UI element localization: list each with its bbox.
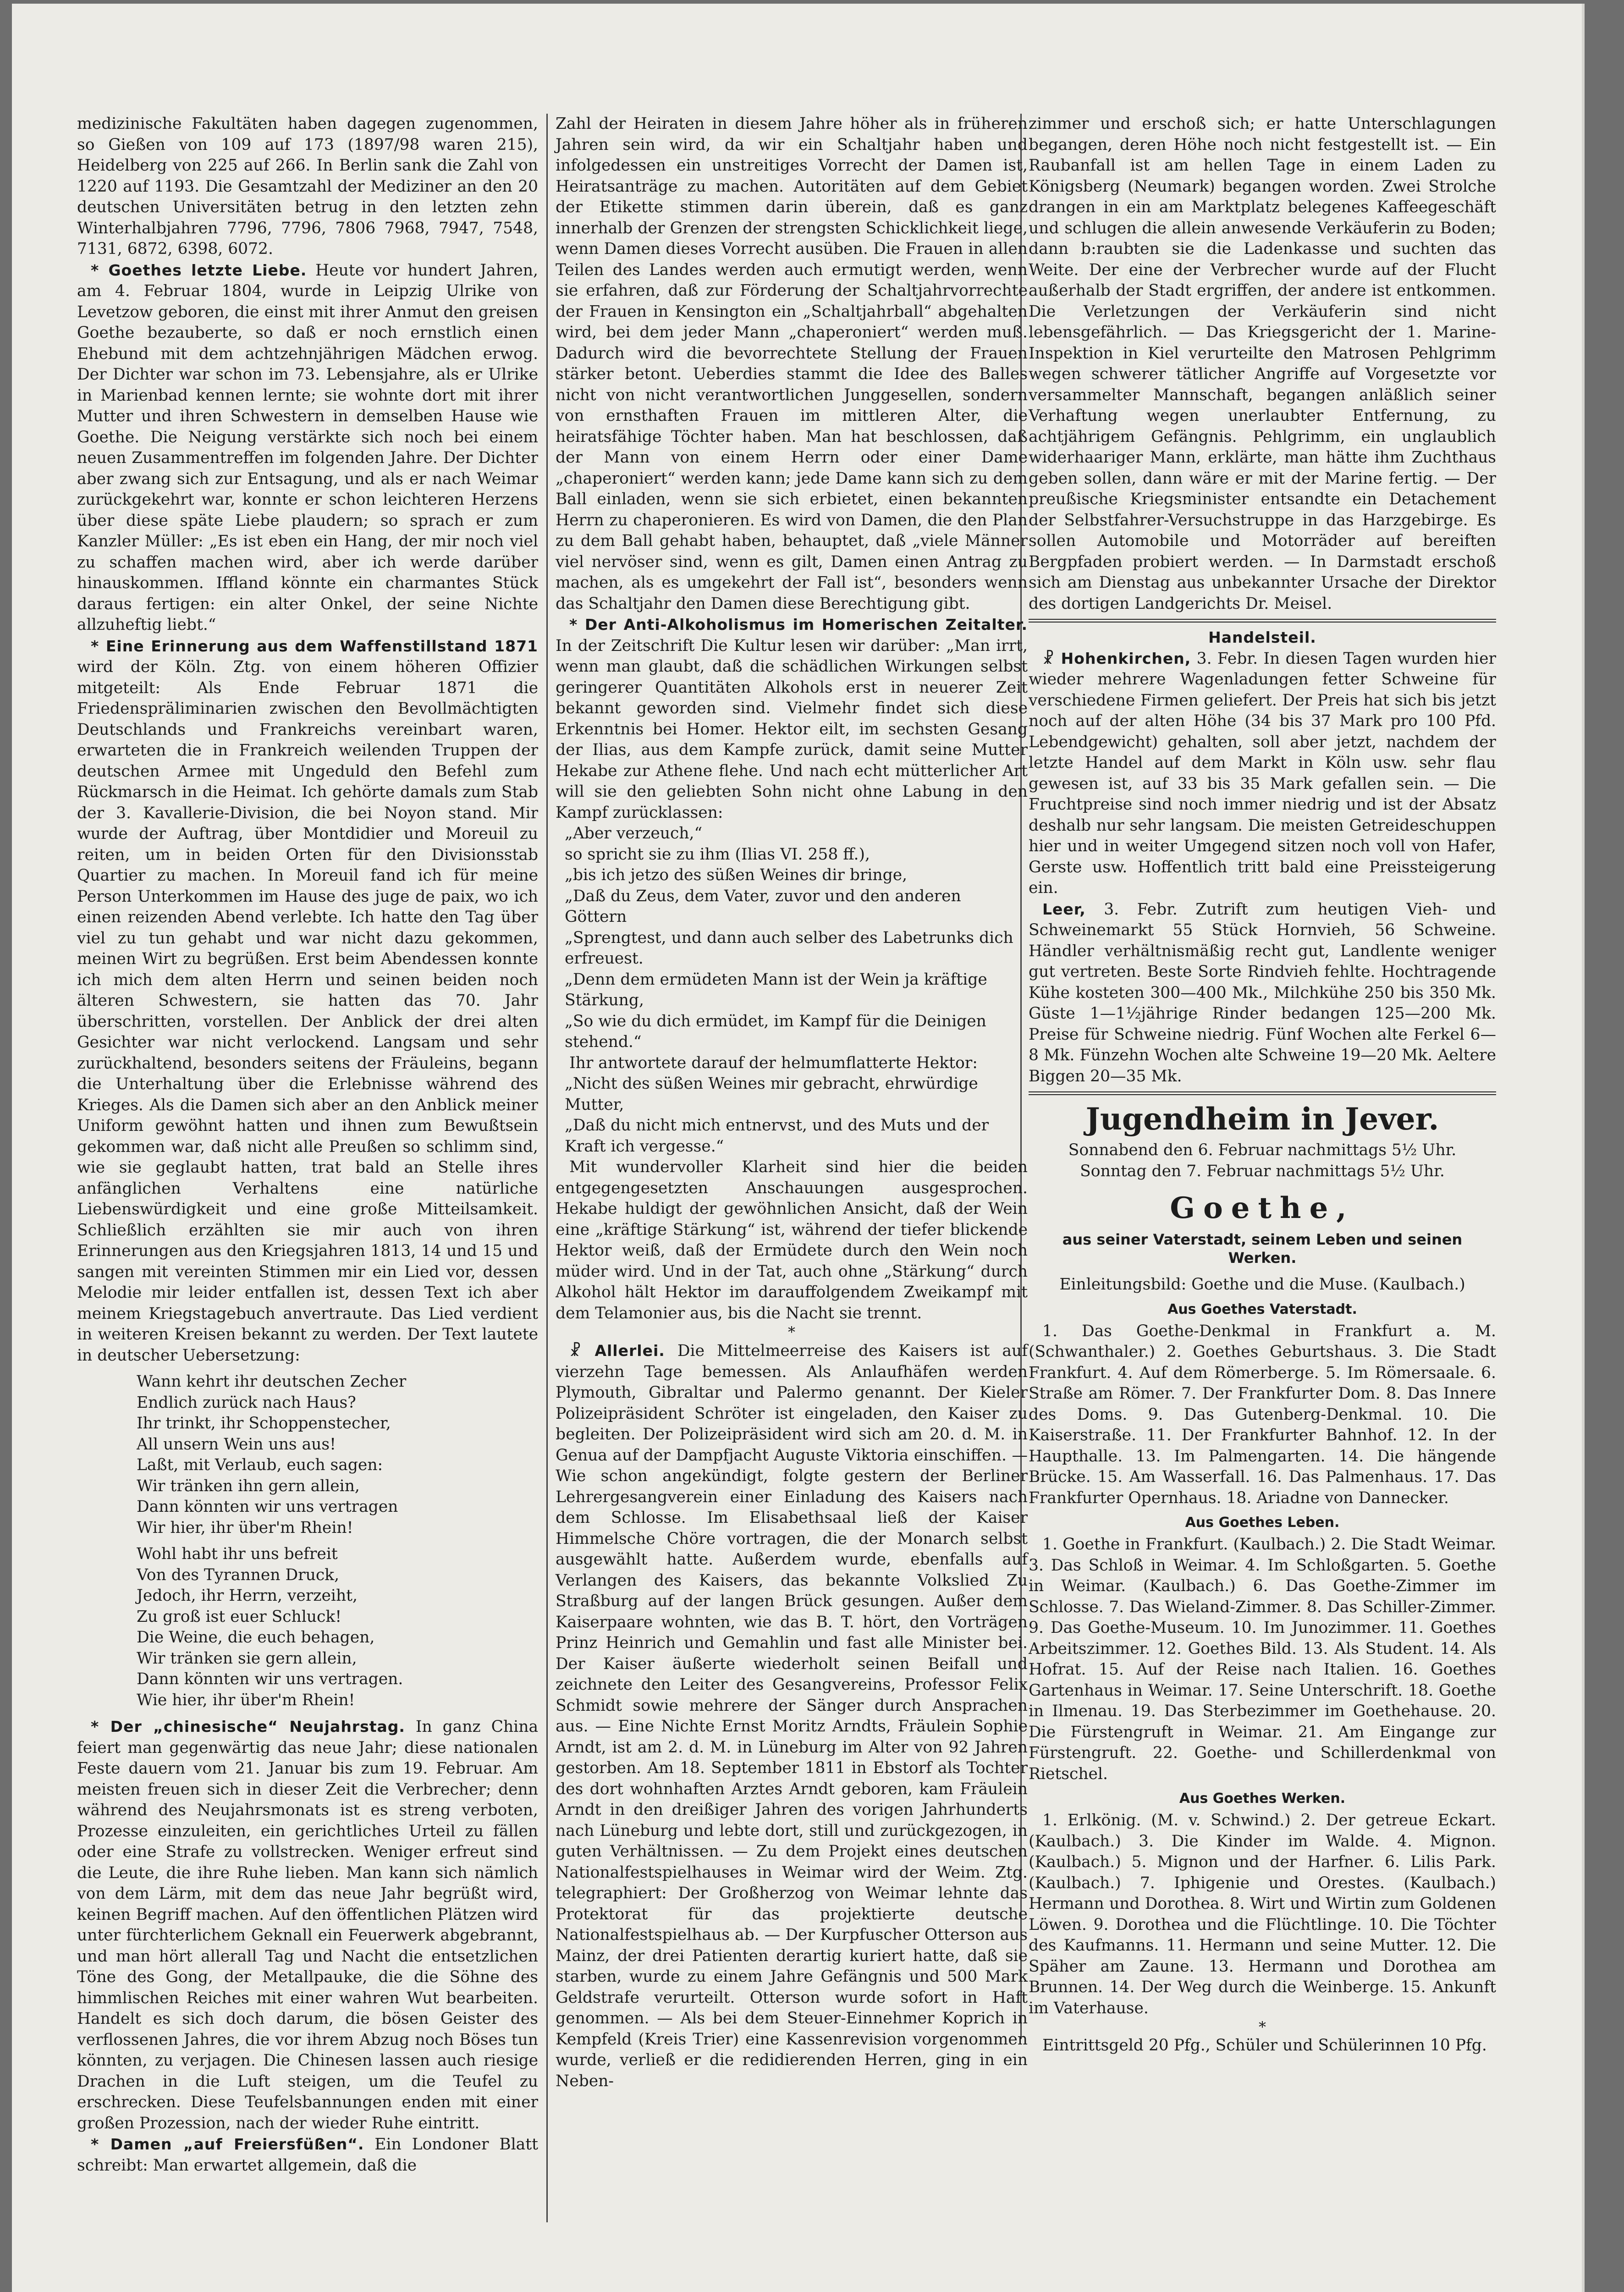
article-heading: * Eine Erinnerung aus dem Waffenstillstand 1871 [91,637,538,655]
ad-section-heading: Aus Goethes Werken. [1179,1791,1346,1807]
article-text: Zahl der Heiraten in diesem Jahre höher als in früheren Jahren sein wird, da wir ein Schaltjahr haben und infolgedessen ein unstreitiges Vorrecht der Damen ist, Heiratsanträge zu machen. Autoritäten auf dem Gebiet der Etikette stimmen darin überein, daß es ganz innerhalb der Grenzen der strengsten Schicklichkeit liege, wenn Damen dieses Vorrecht ausüben. Die Frauen in allen Teilen des Landes werden auch ermutigt werden, wenn sie erfahren, daß zur Förderung der Schaltjahrvorrechte der Frauen in Kensington ein „Schaltjahrball“ abgehalten wird, bei dem jeder Mann „chaperoniert“ werden muß. Dadurch wird die bevorrechtete Stellung der Frauen stärker betont. Ueberdies stammt die Idee des Balles nicht von nicht verantwortlichen Junggesellen, sondern von ernsthaften Frauen im mittleren Alter, die heiratsfähige Töchter haben. Man hat beschlossen, daß der Mann von einem Herrn oder einer Dame „chaperoniert“ werden kann; jede Dame kann sich zu dem Ball einladen, wenn sie sich erbietet, einen bekannten Herrn zu chaperonieren. Es wird von Damen, die den Plan zu dem Ball gehabt haben, behauptet, daß „viele Männer viel nervöser sind, wenn es gilt, Damen einen Antrag zu machen, als es umgekehrt der Fall ist“, besonders wenn das Schaltjahr den Damen diese Berechtigung gibt. [556,115,1028,613]
advertisement [1029,1100,1496,2056]
article-text: In der Zeitschrift Die Kultur lesen wir darüber: „Man irrt, wenn man glaubt, daß die schädlichen Wirkungen selbst geringerer Quantitäten Alkohols erst in neuerer Zeit bekannt geworden sind. Vielmehr findet sich diese Erkenntnis bei Homer. Hektor eilt, im sechsten Gesang der Ilias, aus dem Kampfe zurück, damit seine Mutter Hekabe zur Athene flehe. Und nach echt mütterlicher Art will sie den geliebten Sohn nicht ohne Labung in den Kampf zurücklassen: [556,636,1028,822]
poem-line: Dann könnten wir uns vertragen. [137,1670,403,1688]
article-text: medizinische Fakultäten haben dagegen zugenommen, so Gießen von 109 auf 173 (1897/98 waren 215), Heidelberg von 225 auf 266. In Berlin sank die Zahl von 1220 auf 1193. Die Gesamtzahl der Mediziner an den 20 deutschen Universitäten betrug in den letzten zehn Winterhalbjahren 7796, 7796, 7806 7968, 7947, 7548, 7131, 6872, 6398, 6072. [77,115,538,258]
poem-line: Wohl habt ihr uns befreit [137,1545,338,1563]
ad-goethe-title: Goethe, [1170,1191,1355,1225]
article-leer [1029,899,1496,1087]
verse-line: „Denn dem ermüdeten Mann ist der Wein ja kräftige Stärkung, [565,970,987,1009]
poem-line: Wie hier, ihr über'm Rhein! [137,1691,355,1709]
ad-section-text: 1. Goethe in Frankfurt. (Kaulbach.) 2. Die Stadt Weimar. 3. Das Schloß in Weimar. 4. Im Schloßgarten. 5. Goethe in Weimar. (Kaulbach.) 6. Das Goethe-Zimmer im Schlosse. 7. Das Wieland-Zimmer. 8. Das Schiller-Zimmer. 9. Das Goethe-Museum. 10. Im Junozimmer. 11. Goethes Arbeitszimmer. 12. Goethes Bild. 13. Als Student. 14. Als Hofrat. 15. Auf der Reise nach Italien. 16. Goethes Gartenhaus in Weimar. 17. Seine Unterschrift. 18. Goethe in Ilmenau. 19. Das Sterbezimmer im Goethehause. 20. Die Fürstengruft in Weimar. 21. Am Eingange zur Fürstengruft. 22. Goethe- und Schillerdenkmal von Rietschel. [1029,1535,1496,1783]
poem-line: Wir tränken sie gern allein, [137,1649,357,1668]
article-text: Heute vor hundert Jahren, am 4. Februar 1804, wurde in Leipzig Ulrike von Levetzow geboren, die einst mit ihrer Anmut den greisen Goethe bezauberte, so daß er noch ernstlich einen Ehebund mit dem achtzehnjährigen Mädchen erwog. Der Dichter war schon im 73. Lebensjahre, als er Ulrike in Marienbad kennen lernte; sie wohnte dort mit ihrer Mutter und ihren Schwestern in demselben Hause wie Goethe. Die Neigung verstärkte sich noch bei einem neuen Zusammentreffen im folgenden Jahre. Der Dichter aber zwang sich zur Entsagung, und als er nach Weimar zurückgekehrt war, konnte er schon leichteren Herzens über diese späte Liebe plaudern; so sprach er zum Kanzler Müller: „Es ist eben ein Hang, der mir noch viel zu schaffen machen wird, aber ich werde darüber hinauskommen. Iffland könnte ein charmantes Stück daraus fertigen: ein alter Onkel, der seine Nichte allzuheftig liebt.“ [77,261,538,634]
quote-lead: Ihr antwortete darauf der helmumflatterte Hektor: [569,1053,978,1072]
poem-line: Jedoch, ihr Herrn, verzeiht, [137,1587,358,1605]
poem [77,1372,538,1711]
ad-section-text: 1. Erlkönig. (M. v. Schwind.) 2. Der getreue Eckart. (Kaulbach.) 3. Die Kinder im Walde. 4. Mignon. (Kaulbach.) 5. Mignon und der Harfner. 6. Lilis Park. (Kaulbach.) 7. Iphigenie und Orestes. (Kaulbach.) Hermann und Dorothea. 8. Wirt und Wirtin zum Goldenen Löwen. 9. Dorothea und die Flüchtlinge. 10. Die Töchter des Kaufmanns. 11. Hermann und seine Mutter. 12. Die Späher am Zaune. 13. Hermann und Dorothea am Brunnen. 14. Der Weg durch die Weinberge. 15. Ankunft im Vaterhause. [1029,1811,1496,2017]
article-heading: Leer, [1042,900,1086,918]
ad-subtitle: aus seiner Vaterstadt, seinem Leben und seinen Werken. [1062,1231,1463,1267]
column-right [1029,114,1496,2056]
poem-stanza [137,1372,538,1538]
verse-line: „Daß du nicht mich entnervst, und des Muts und der Kraft ich vergesse.“ [565,1116,989,1156]
ad-title: Jugendheim in Jever. [1085,1101,1439,1137]
article-text: 3. Febr. In diesen Tagen wurden hier wieder mehrere Wagenladungen fetter Schweine für verschiedene Firmen geliefert. Der Preis hat sich bis jetzt noch auf der alten Höhe (34 bis 37 Mark pro 100 Pfd. Lebendgewicht) gehalten, soll aber jetzt, nachdem der letzte Handel auf dem Markt in Köln usw. sehr flau gewesen ist, auf 33 bis 35 Mark gefallen sein. — Die Fruchtpreise sind noch immer niedrig und ist der Absatz deshalb nur sehr langsam. Die meisten Getreideschuppen hier und in weiter Umgegend sitzen noch voll von Hafer, Gerste usw. Hoffentlich tritt bald eine Preissteigerung ein. [1029,649,1496,897]
ad-intro: Einleitungsbild: Goethe und die Muse. (Kaulbach.) [1059,1275,1465,1294]
poem-stanza [137,1544,538,1711]
article-text: Ein Londoner Blatt schreibt: Man erwartet allgemein, daß die [77,2135,538,2175]
verse-line: „Aber verzeuch,“ [565,824,703,843]
verse-line: „So wie du dich ermüdet, im Kampf für die Deinigen stehend.“ [565,1012,986,1051]
section-rule [1029,1091,1496,1095]
article-text: Die Mittelmeerreise des Kaisers ist auf vierzehn Tage bemessen. Als Anlaufhäfen werden Plymouth, Gibraltar und Palermo genannt. Der Kieler Polizeipräsident Schröter ist eingeladen, den Kaiser zu begleiten. Der Polizeipräsident wird sich am 20. d. M. in Genua auf der Dampfjacht Auguste Viktoria einschiffen. — Wie schon angekündigt, folgte gestern der Berliner Lehrergesangverein einer Einladung des Kaisers nach dem Schlosse. Im Elisabethsaal ließ der Kaiser Himmelsche Chöre vortragen, die der Monarch selbst ausgewählt hatte. Außerdem wurde, ebenfalls auf Verlangen des Kaisers, das bekannte Volkslied Zu Straßburg auf der langen Brück gesungen. Außer dem Kaiserpaare wohnten, wie das B. T. hört, den Vorträgen Prinz Heinrich und Gemahlin und fast alle Minister bei. Der Kaiser äußerte wiederholt seinen Beifall und zeichnete den Leiter des Gesangvereins, Professor Felix Schmidt sowie mehrere der Sänger durch Ansprachen aus. — Eine Nichte Ernst Moritz Arndts, Fräulein Sophie Arndt, ist am 2. d. M. in Lüneburg im Alter von 92 Jahren gestorben. Am 18. September 1811 in Ebstorf als Tochter des dort wohnhaften Arztes Arndt geboren, kam Fräulein Arndt in den dreißiger Jahren des vorigen Jahrhunderts nach Lüneburg und lebte dort, still und zurückgezogen, in guten Verhältnissen. — Zu dem Projekt eines deutschen Nationalfestspielhauses in Weimar wird der Weim. Ztg. telegraphiert: Der Großherzog von Weimar lehnte das Protektorat für das projektierte deutsche Nationalfestspielhaus ab. — Der Kurpfuscher Otterson aus Mainz, der drei Patienten derartig kuriert hatte, daß sie starben, wurde zu einem Jahre Gefängnis und 500 Mark Geldstrafe verurteilt. Otterson wurde sofort in Haft genommen. — Als bei dem Steuer-Einnehmer Koprich in Kempfeld (Kreis Trier) eine Kassenrevision vorgenommen wurde, verließ er die redidierenden Herren, ging in ein Neben- [556,1342,1028,2090]
separator-star: * [788,1323,795,1341]
ad-date-line: Sonntag den 7. Februar nachmittags 5½ Uhr. [1080,1162,1445,1180]
newspaper-page [12,4,1582,2292]
poem-line: Wir hier, ihr über'm Rhein! [137,1518,353,1537]
article-text: In ganz China feiert man gegenwärtig das neue Jahr; diese nationalen Feste dauern vom 21. Januar bis zum 19. Februar. Am meisten freuen sich in dieser Zeit die Verbrecher; denn während des Neujahrsmonats ist es streng verboten, Prozesse einzuleiten, ein gerichtliches Urteil zu fällen oder eine Strafe zu vollstrecken. Weniger erfreut sind die Leute, die ihre Ruhe lieben. Man kann sich nämlich von dem Lärm, mit dem das neue Jahr begrüßt wird, keinen Begriff machen. Auf den öffentlichen Plätzen wird unter fürchterlichem Geknall ein Feuerwerk abgebrannt, und man hört allerall Tag und Nacht die entsetzlichen Töne des Gong, der Metallpauke, die die Söhne des himmlischen Reiches mit einer wahren Wut bearbeiten. Handelt es sich doch darum, die bösen Geister des verflossenen Jahres, die vor ihrem Abzug noch Böses tun könnten, zu verjagen. Die Chinesen lassen auch riesige Drachen in die Luft steigen, um die Teufel zu erschrecken. Diese Teufelsbannungen enden mit einer großen Prozession, nach der wieder Ruhe eintritt. [77,1718,539,2132]
verse-line: „Sprengtest, und dann auch selber des Labetrunks dich erfreuest. [565,928,1013,968]
poem-line: Dann könnten wir uns vertragen [137,1498,398,1516]
ad-admission-fee: Eintrittsgeld 20 Pfg., Schüler und Schülerinnen 10 Pfg. [1042,2036,1487,2055]
poem-line: Endlich zurück nach Haus? [137,1393,356,1412]
article-goethes-letzte-liebe [77,260,538,636]
section-title-handelsteil: Handelsteil. [1208,628,1316,646]
article-heading: * Damen „auf Freiersfüßen“. [91,2135,364,2153]
poem-line: Zu groß ist euer Schluck! [137,1607,342,1626]
poem-line: Die Weine, die euch behagen, [137,1628,375,1647]
ad-section-heading: Aus Goethes Leben. [1185,1515,1340,1531]
article-waffenstillstand [77,636,538,1366]
column-left [77,114,538,2176]
article-anti-alkoholismus [556,614,1028,823]
article-heading: * Der Anti-Alkoholismus im Homerischen Zeitalter. [569,616,1028,634]
article-text: Mit wundervoller Klarheit sind hier die beiden entgegengesetzten Anschauungen ausgesprochen. Hekabe huldigt der gewöhnlichen Ansicht, daß der Wein eine „kräftige Stärkung“ ist, während der tiefer blickende Hektor weiß, daß der Ermüdete durch den Wein noch müder wird. Und in der Tat, auch ohne „Stärkung“ durch Alkohol hält Hektor im darauffolgendem Zweikampf mit dem Telamonier aus, bis die Nacht sie trennt. [556,1158,1028,1322]
poem-line: Laßt, mit Verlaub, euch sagen: [137,1456,383,1474]
verse-line: so spricht sie zu ihm (Ilias VI. 258 ff.), [565,845,870,864]
poem-line: Wann kehrt ihr deutschen Zecher [137,1372,407,1391]
article-heading: ☧ Hohenkirchen, [1042,649,1191,667]
section-rule [1029,619,1496,623]
verse-quote [556,1074,1028,1157]
column-middle [556,114,1028,2092]
article-text: 3. Febr. Zutrift zum heutigen Vieh- und Schweinemarkt 55 Stück Hornvieh, 56 Schweine. Händler verhältnismäßig recht gut, Landlente weniger gut vertreten. Beste Sorte Rindvieh fehlte. Hochtragende Kühe kosteten 300—400 Mk., Milchkühe 250 bis 350 Mk. Güste 1—1½jährige Rinder bedangen 125—200 Mk. Preise für Schweine niedrig. Fünf Wochen alte Ferkel 6—8 Mk. Fünzehn Wochen alte Schweine 19—20 Mk. Aeltere Biggen 20—35 Mk. [1029,900,1496,1085]
poem-line: All unsern Wein uns aus! [137,1435,336,1454]
article-heading: * Goethes letzte Liebe. [91,261,307,279]
article-heading: ☧ Allerlei. [569,1342,665,1360]
article-heading: * Der „chinesische“ Neujahrstag. [91,1718,405,1736]
separator-star: * [1259,2018,1266,2036]
poem-line: Von des Tyrannen Druck, [137,1565,340,1584]
verse-quote [556,823,1028,1053]
article-text: wird der Köln. Ztg. von einem höheren Offizier mitgeteilt: Als Ende Februar 1871 die Friedenspräliminarien zwischen den Bevollmächtigten Deutschlands und Frankreichs vereinbart waren, erwarteten die in Frankreich weilenden Truppen der deutschen Armee mit Ungeduld den Befehl zum Rückmarsch in die Heimat. Ich gehörte damals zum Stab der 3. Kavallerie-Division, die bei Noyon stand. Mir wurde der Auftrag, über Montdidier und Moreuil zu reiten, um in beiden Orten für den Divisionsstab Quartier zu machen. In Moreuil fand ich für meine Person Unterkommen im Hause des juge de paix, wo ich einen reizenden Abend verlebte. Ich hatte den Tag über viel zu tun gehabt und war nicht dazu gekommen, meinen Wirt zu begrüßen. Erst beim Abendessen konnte ich mich dem alten Herrn und seinen beiden noch älteren Schwestern, sie hatten das 70. Jahr überschritten, vorstellen. Der Anblick der drei alten Gesichter war nicht verlockend. Langsam und sehr zurückhaltend, besonders seitens der Fräuleins, begann die Unterhaltung über die Erlebnisse während des Krieges. Als die Damen sich aber an den Anblick meiner Uniform gewöhnt hatten und ihnen zum Bewußtsein gekommen war, daß nicht alle Preußen so schlimm sind, wie sie geglaubt hatten, trat bald an Stelle ihres anfänglichen Verhaltens eine natürliche Liebenswürdigkeit und eine große Mitteilsamkeit. Schließlich erzählten sie mir auch von ihren Erinnerungen aus den Kriegsjahren 1813, 14 und 15 und sangen mit vereinten Stimmen mir ein Lied vor, dessen Melodie mir leider entfallen ist, dessen Text ich aber meinem Kriegstagebuch anvertraute. Das Lied verdient in weiteren Kreisen bekannt zu werden. Der Text lautete in deutscher Uebersetzung: [77,658,538,1365]
verse-line: „Nicht des süßen Weines mir gebracht, ehrwürdige Mutter, [565,1074,978,1114]
article-allerlei [556,1340,1028,2092]
article-damen [77,2134,538,2176]
ad-section-text: 1. Das Goethe-Denkmal in Frankfurt a. M. (Schwanthaler.) 2. Goethes Geburtshaus. 3. Die Stadt Frankfurt. 4. Auf dem Römerberge. 5. Im Römersaale. 6. Straße am Römer. 7. Der Frankfurter Dom. 8. Das Innere des Doms. 9. Das Gutenberg-Denkmal. 10. Die Kaiserstraße. 11. Der Frankfurter Bahnhof. 12. In der Haupthalle. 13. Im Palmengarten. 14. Die hängende Brücke. 15. Am Wasserfall. 16. Das Palmenhaus. 17. Das Frankfurter Opernhaus. 18. Ariadne von Dannecker. [1029,1322,1496,1507]
ad-date-line: Sonnabend den 6. Februar nachmittags 5½ Uhr. [1068,1141,1457,1159]
article-hohenkirchen [1029,648,1496,899]
verse-line: „Daß du Zeus, dem Vater, zuvor und den anderen Göttern [565,887,961,926]
article-text: zimmer und erschoß sich; er hatte Unterschlagungen begangen, deren Höhe noch nicht festgestellt ist. — Ein Raubanfall ist am hellen Tage in einem Laden zu Königsberg (Neumark) begangen worden. Zwei Strolche drangen in ein am Marktplatz belegenes Kaffeegeschäft und schlugen die allein anwesende Verkäuferin zu Boden; dann b:raubten sie die Ladenkasse und suchten das Weite. Der eine der Verbrecher wurde auf der Flucht außerhalb der Stadt ergriffen, der andere ist entkommen. Die Verletzungen der Verkäuferin sind nicht lebensgefährlich. — Das Kriegsgericht der 1. Marine-Inspektion in Kiel verurteilte den Matrosen Pehlgrimm wegen schwerer tätlicher Angriffe auf Vorgesetzte vor versammelter Mannschaft, begangen anläßlich seiner Verhaftung wegen unerlaubter Entfernung, zu achtjährigem Gefängnis. Pehlgrimm, ein unglaublich widerhaariger Mann, erklärte, man hätte ihm Zuchthaus geben sollen, dann wäre er mit der Marine fertig. — Der preußische Kriegsminister entsandte ein Detachement der Selbstfahrer-Versuchstruppe in das Harzgebirge. Es sollen Automobile und Motorräder auf bereiften Bergpfaden probiert werden. — In Darmstadt erschoß sich am Dienstag aus unbekannter Ursache der Direktor des dortigen Landgerichts Dr. Meisel. [1029,115,1496,613]
poem-line: Wir tränken ihn gern allein, [137,1477,360,1495]
ad-section-heading: Aus Goethes Vaterstadt. [1167,1301,1357,1317]
column-divider [546,114,548,2222]
article-neujahrstag [77,1716,538,2134]
poem-line: Ihr trinkt, ihr Schoppenstecher, [137,1414,391,1432]
verse-line: „bis ich jetzo des süßen Weines dir bringe, [565,866,908,884]
